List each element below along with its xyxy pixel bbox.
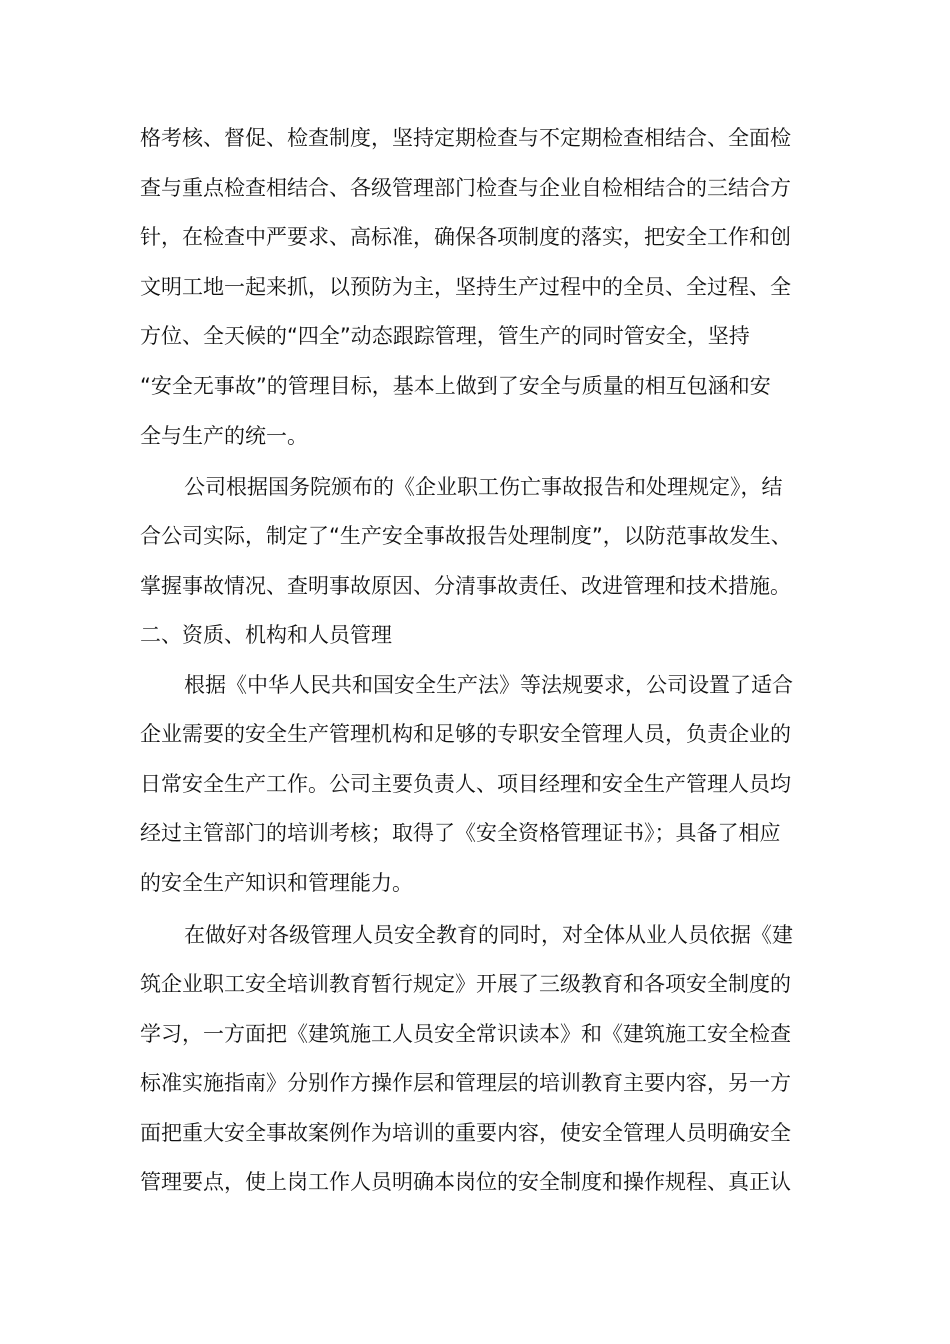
text-line: 学习，一方面把《建筑施工人员安全常识读本》和《建筑施工安全检查 (140, 1022, 791, 1046)
text-line: 企业需要的安全生产管理机构和足够的专职安全管理人员，负责企业的 (140, 722, 791, 746)
text-line: 标准实施指南》分别作方操作层和管理层的培训教育主要内容，另一方 (140, 1071, 791, 1095)
text-line: 公司根据国务院颁布的《企业职工伤亡事故报告和处理规定》，结 (184, 475, 783, 499)
text-line: 面把重大安全事故案例作为培训的重要内容，使安全管理人员明确安全 (140, 1121, 791, 1145)
text-line: 管理要点，使上岗工作人员明确本岗位的安全制度和操作规程、真正认 (140, 1170, 791, 1194)
text-line: 格考核、督促、检查制度，坚持定期检查与不定期检查相结合、全面检 (140, 126, 791, 150)
text-line: 查与重点检查相结合、各级管理部门检查与企业自检相结合的三结合方 (140, 176, 791, 200)
text-line: 掌握事故情况、查明事故原因、分清事故责任、改进管理和技术措施。 (140, 574, 791, 598)
text-line: 筑企业职工安全培训教育暂行规定》开展了三级教育和各项安全制度的 (140, 972, 791, 996)
text-line: 合公司实际，制定了“生产安全事故报告处理制度”，以防范事故发生、 (140, 524, 792, 548)
text-line: 日常安全生产工作。公司主要负责人、项目经理和安全生产管理人员均 (140, 772, 791, 796)
text-line: 的安全生产知识和管理能力。 (140, 871, 413, 895)
text-line: 方位、全天候的“四全”动态跟踪管理，管生产的同时管安全，坚持 (140, 324, 750, 348)
text-line: 全与生产的统一。 (140, 424, 308, 448)
text-line: 文明工地一起来抓，以预防为主，坚持生产过程中的全员、全过程、全 (140, 275, 791, 299)
text-line: 针，在检查中严要求、高标准，确保各项制度的落实，把安全工作和创 (140, 225, 791, 249)
text-line: “安全无事故”的管理目标，基本上做到了安全与质量的相互包涵和安 (140, 374, 771, 398)
text-line: 经过主管部门的培训考核；取得了《安全资格管理证书》；具备了相应 (140, 821, 781, 845)
text-line: 在做好对各级管理人员安全教育的同时，对全体从业人员依据《建 (184, 923, 793, 947)
section-heading: 二、资质、机构和人员管理 (140, 623, 392, 647)
text-line: 根据《中华人民共和国安全生产法》等法规要求，公司设置了适合 (184, 673, 793, 697)
